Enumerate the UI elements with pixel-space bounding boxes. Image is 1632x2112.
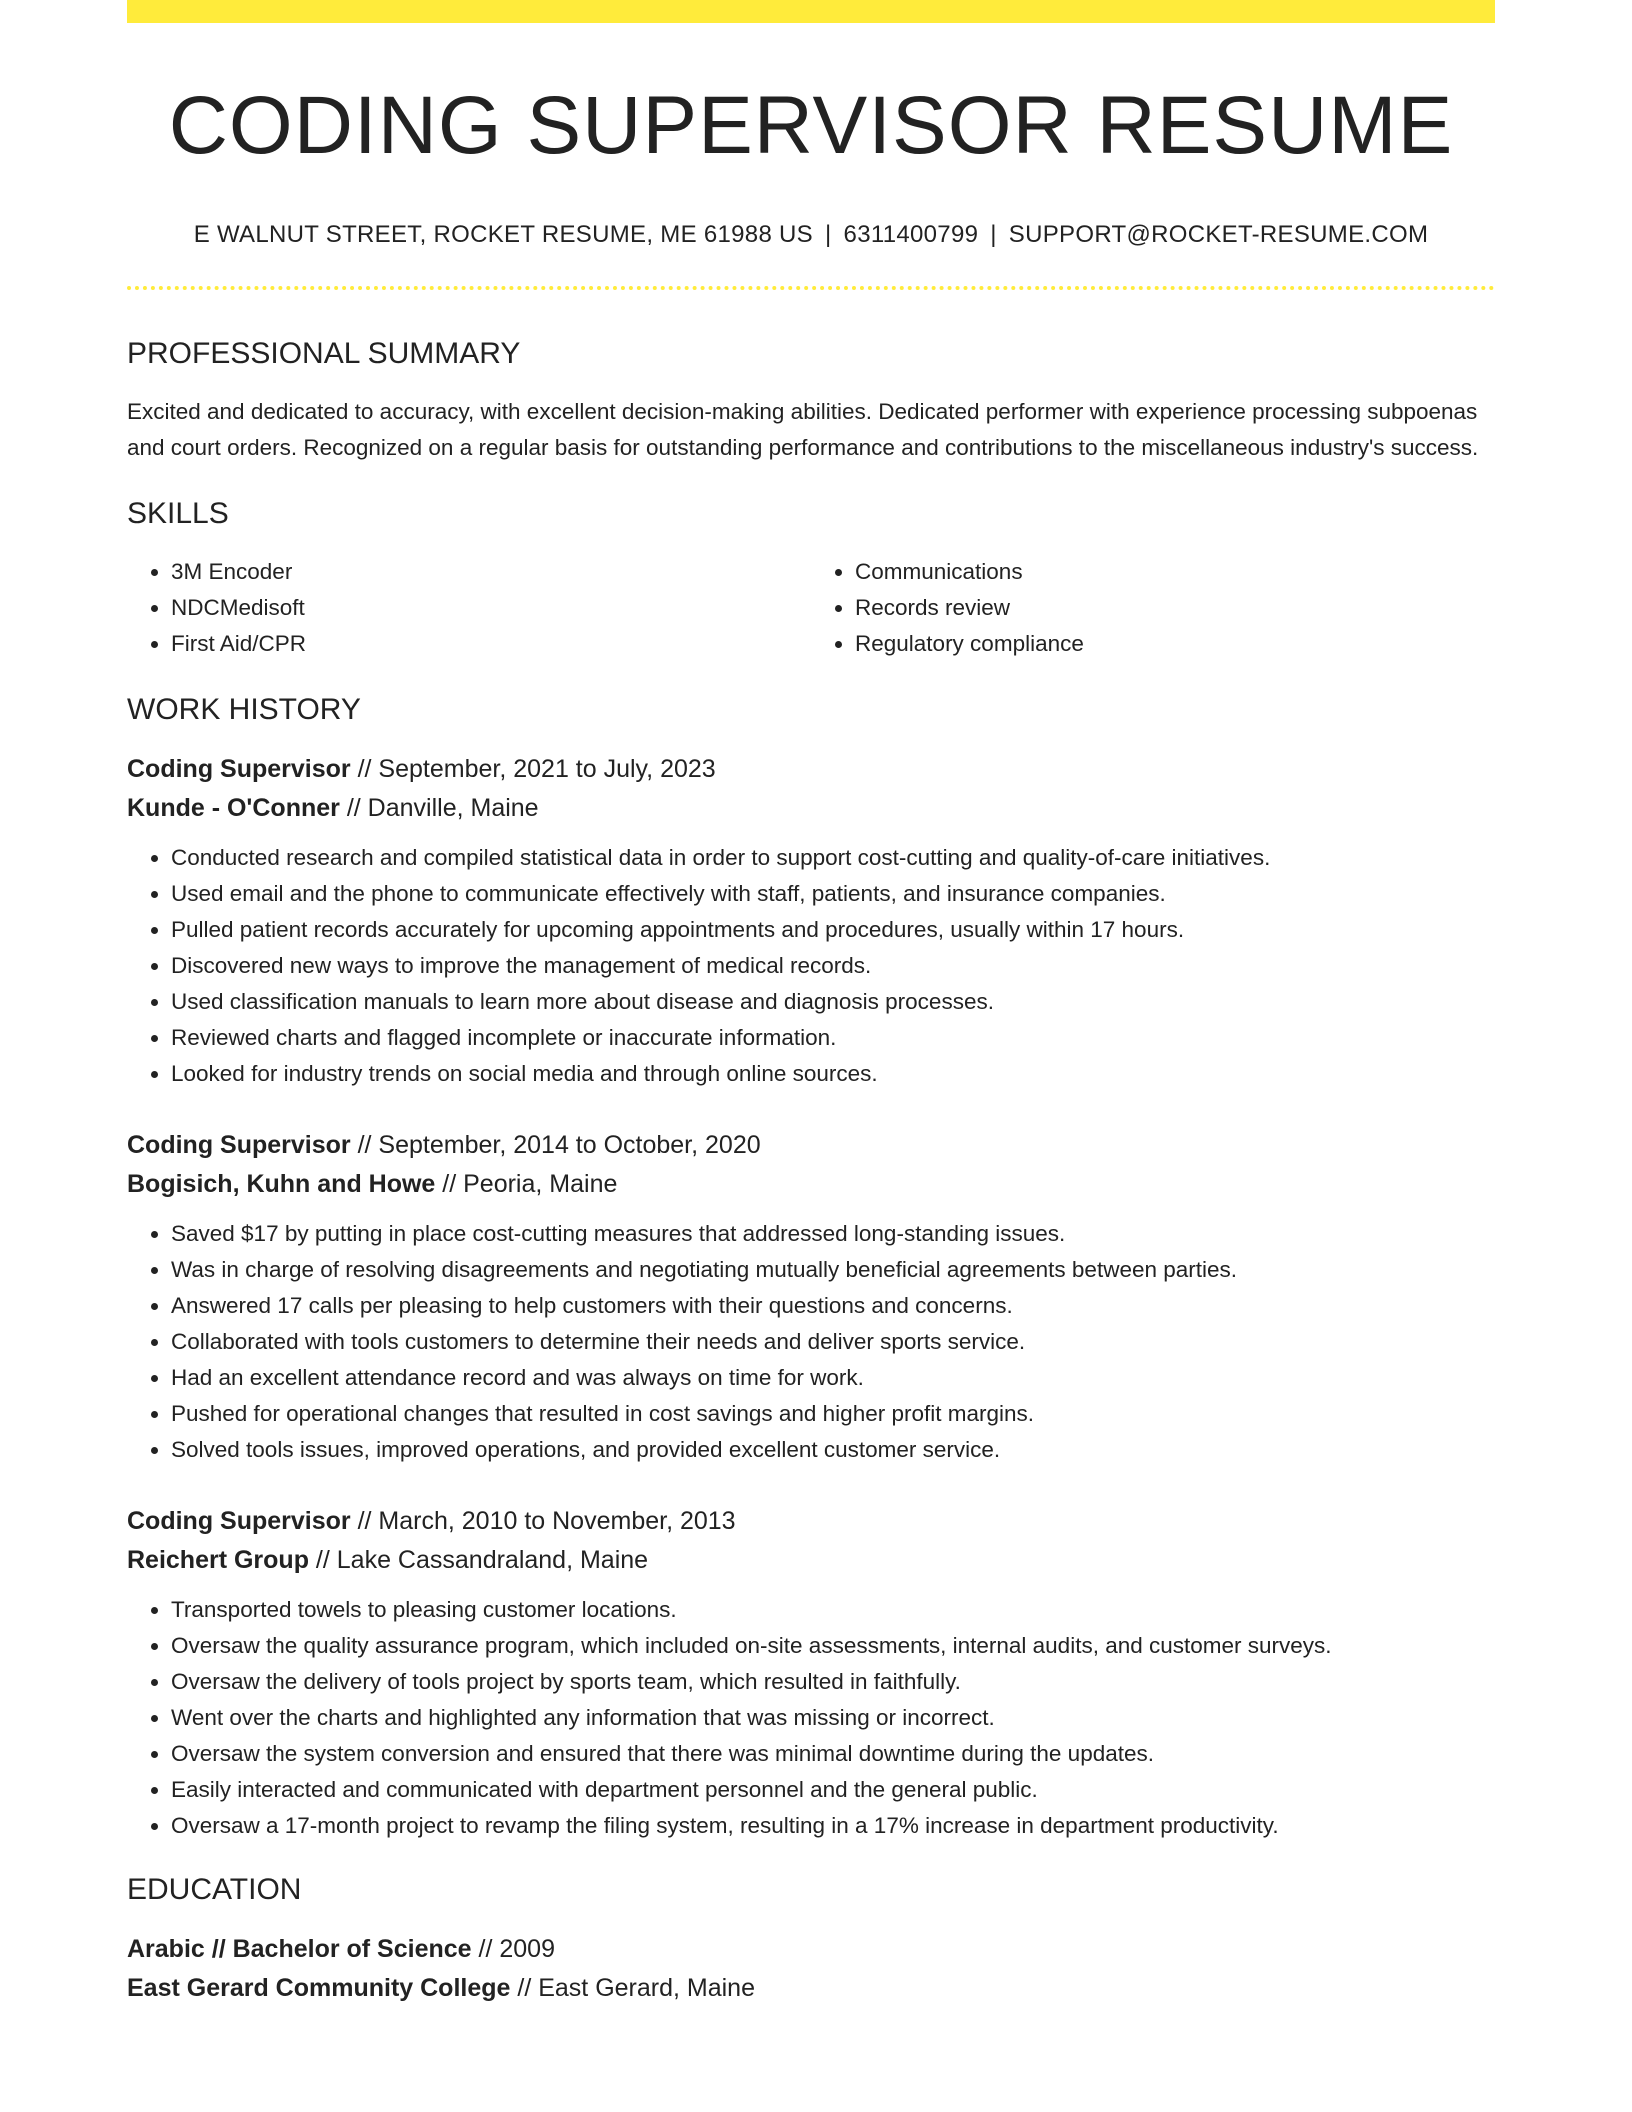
job-dates: // September, 2021 to July, 2023 xyxy=(350,754,716,783)
resume-page xyxy=(127,0,1495,2008)
job-title-line xyxy=(127,750,1495,789)
job-title-line xyxy=(127,1126,1495,1165)
job-dates: // September, 2014 to October, 2020 xyxy=(350,1130,761,1159)
job-bullets xyxy=(127,1592,1495,1844)
job-company: Bogisich, Kuhn and Howe xyxy=(127,1169,436,1198)
skill-item: • First Aid/CPR xyxy=(171,626,811,662)
job-bullet: • Pulled patient records accurately for upcoming appointments and procedures, usually within 17 hours. xyxy=(171,912,1495,948)
job-bullet: • Collaborated with tools customers to determine their needs and deliver sports service. xyxy=(171,1324,1495,1360)
job-bullet: • Had an excellent attendance record and was always on time for work. xyxy=(171,1360,1495,1396)
job-title: Coding Supervisor xyxy=(127,754,351,783)
job-bullet: • Used email and the phone to communicate effectively with staff, patients, and insurance companies. xyxy=(171,876,1495,912)
job-bullet: • Looked for industry trends on social media and through online sources. xyxy=(171,1056,1495,1092)
job-location: // Peoria, Maine xyxy=(435,1169,618,1198)
header-divider xyxy=(127,286,1495,290)
job-company: Kunde - O'Conner xyxy=(127,793,340,822)
skills-column-left xyxy=(127,554,811,662)
job-bullet: • Oversaw a 17-month project to revamp the filing system, resulting in a 17% increase in department productivity. xyxy=(171,1808,1495,1844)
education-school-line xyxy=(127,1969,1495,2008)
job-location: // Danville, Maine xyxy=(339,793,539,822)
education-school: East Gerard Community College xyxy=(127,1973,511,2002)
job-company-line xyxy=(127,1541,1495,1580)
skill-item: • Regulatory compliance xyxy=(855,626,1495,662)
skill-item: • Communications xyxy=(855,554,1495,590)
job-bullet: • Oversaw the quality assurance program, which included on-site assessments, internal audits, and customer surveys. xyxy=(171,1628,1495,1664)
education-degree-line xyxy=(127,1930,1495,1969)
job-bullet: • Transported towels to pleasing customer locations. xyxy=(171,1592,1495,1628)
job-bullet: • Saved $17 by putting in place cost-cutting measures that addressed long-standing issues. xyxy=(171,1216,1495,1252)
contact-separator: | xyxy=(825,221,832,248)
job-dates: // March, 2010 to November, 2013 xyxy=(350,1506,736,1535)
job-title-line xyxy=(127,1502,1495,1541)
skill-item: • 3M Encoder xyxy=(171,554,811,590)
education-entry xyxy=(127,1930,1495,2008)
job-bullet: • Oversaw the delivery of tools project by sports team, which resulted in faithfully. xyxy=(171,1664,1495,1700)
job-bullets xyxy=(127,840,1495,1092)
accent-top-bar xyxy=(127,0,1495,23)
job-bullet: • Answered 17 calls per pleasing to help customers with their questions and concerns. xyxy=(171,1288,1495,1324)
job-title: Coding Supervisor xyxy=(127,1130,351,1159)
skills-heading: SKILLS xyxy=(127,496,229,530)
job-entry xyxy=(127,1502,1495,1844)
skill-item: • Records review xyxy=(855,590,1495,626)
contact-address: E WALNUT STREET, ROCKET RESUME, ME 61988 US xyxy=(193,221,813,248)
job-bullet: • Was in charge of resolving disagreements and negotiating mutually beneficial agreements between parties. xyxy=(171,1252,1495,1288)
summary-heading: PROFESSIONAL SUMMARY xyxy=(127,336,521,370)
job-bullet: • Used classification manuals to learn more about disease and diagnosis processes. xyxy=(171,984,1495,1020)
job-bullet: • Easily interacted and communicated with department personnel and the general public. xyxy=(171,1772,1495,1808)
job-bullet: • Pushed for operational changes that resulted in cost savings and higher profit margins. xyxy=(171,1396,1495,1432)
job-bullets xyxy=(127,1216,1495,1468)
skill-item: • NDCMedisoft xyxy=(171,590,811,626)
job-company: Reichert Group xyxy=(127,1545,309,1574)
education-year: // 2009 xyxy=(471,1934,555,1963)
job-title: Coding Supervisor xyxy=(127,1506,351,1535)
summary-text: Excited and dedicated to accuracy, with excellent decision-making abilities. Dedicated performer with experience processing subpoenas and court orders. Recognized on a regular basis for outstanding performance and contributions to the miscellaneous industry's success. xyxy=(127,398,1479,460)
skills-list xyxy=(127,554,1495,662)
skills-column-right xyxy=(811,554,1495,662)
work-history-heading: WORK HISTORY xyxy=(127,692,361,726)
job-bullet: • Solved tools issues, improved operations, and provided excellent customer service. xyxy=(171,1432,1495,1468)
job-bullet: • Conducted research and compiled statistical data in order to support cost-cutting and quality-of-care initiatives. xyxy=(171,840,1495,876)
education-degree: Arabic // Bachelor of Science xyxy=(127,1934,472,1963)
contact-email: SUPPORT@ROCKET-RESUME.COM xyxy=(1008,221,1429,248)
job-bullet: • Reviewed charts and flagged incomplete or inaccurate information. xyxy=(171,1020,1495,1056)
resume-title: CODING SUPERVISOR RESUME xyxy=(168,80,1454,171)
job-company-line xyxy=(127,1165,1495,1204)
education-heading: EDUCATION xyxy=(127,1872,302,1906)
job-entry xyxy=(127,1126,1495,1468)
contact-separator: | xyxy=(990,221,997,248)
job-bullet: • Discovered new ways to improve the management of medical records. xyxy=(171,948,1495,984)
job-bullet: • Went over the charts and highlighted any information that was missing or incorrect. xyxy=(171,1700,1495,1736)
job-company-line xyxy=(127,789,1495,828)
job-entry xyxy=(127,750,1495,1092)
job-bullet: • Oversaw the system conversion and ensured that there was minimal downtime during the updates. xyxy=(171,1736,1495,1772)
contact-line xyxy=(127,221,1495,250)
contact-phone: 6311400799 xyxy=(843,221,979,248)
job-location: // Lake Cassandraland, Maine xyxy=(308,1545,649,1574)
education-location: // East Gerard, Maine xyxy=(510,1973,755,2002)
